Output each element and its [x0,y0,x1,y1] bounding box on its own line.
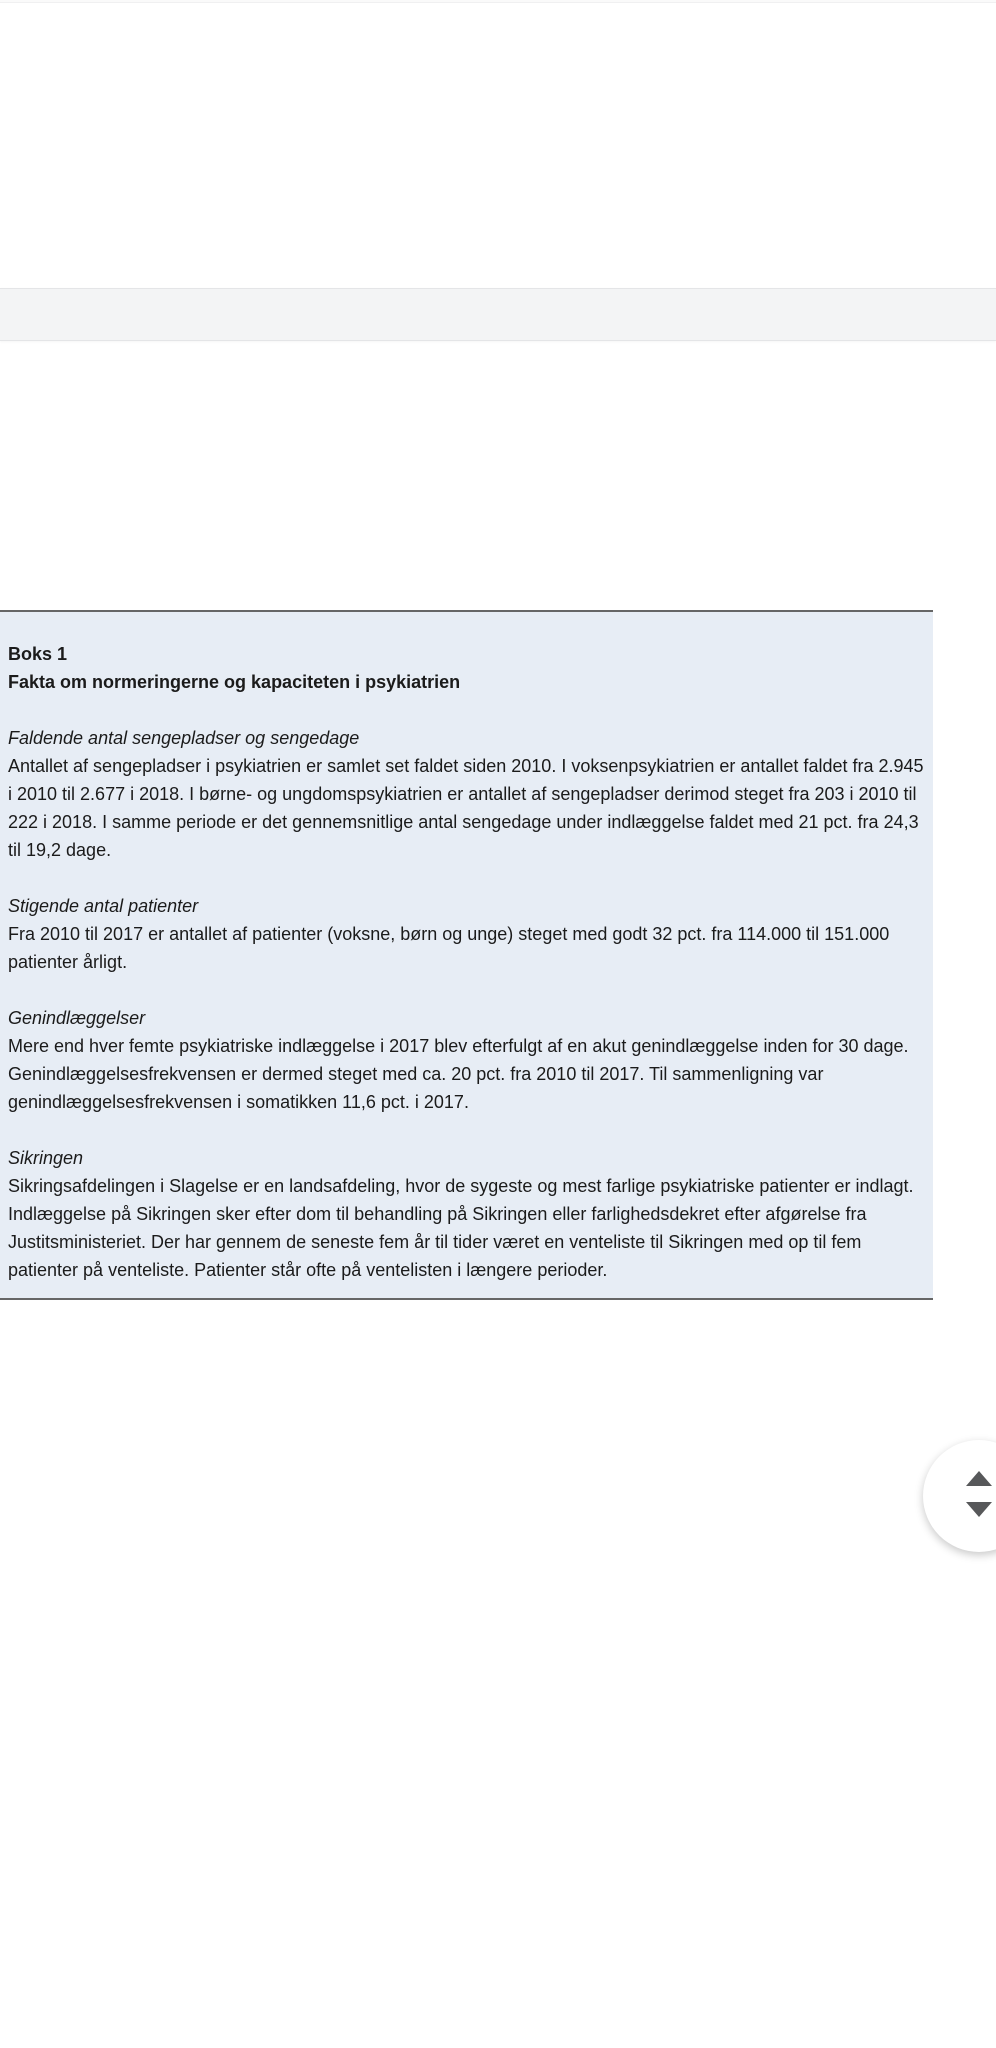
collapsed-header-band [0,288,996,341]
section-heading: Stigende antal patienter [8,896,199,916]
section-body: Mere end hver femte psykiatriske indlæggelse i 2017 blev efterfulgt af en akut genindlæggelse inden for 30 dage. Genindlæggelsesfrekvensen er dermed steget med ca. 20 pct. fra 2010 til 2017. Til sammenligning var genindlæggelsesfrekvensen i somatikken 11,6 pct. i 2017. [8,1036,909,1112]
section-body: Fra 2010 til 2017 er antallet af patienter (voksne, børn og unge) steget med godt 32 pct. fra 114.000 til 151.000 patienter årligt. [8,924,890,972]
scroll-arrows-group [964,1471,994,1517]
fact-box-label: Boks 1 [8,644,68,664]
section-body: Sikringsafdelingen i Slagelse er en landsafdeling, hvor de sygeste og mest farlige psykiatriske patienter er indlagt. Indlæggelse på Sikringen sker efter dom til behandling på Sikringen eller farlighedsdekret efter afgørelse fra Justitsministeriet. Der har gennem de seneste fem år til tider været en venteliste til Sikringen med op til fem patienter på venteliste. Patienter står ofte på ventelisten i længere perioder. [8,1176,914,1280]
section-heading: Sikringen [8,1148,84,1168]
scroll-down-icon[interactable] [966,1502,992,1517]
section-heading: Genindlæggelser [8,1008,146,1028]
fact-box [0,610,933,1300]
section-body: Antallet af sengepladser i psykiatrien er samlet set faldet siden 2010. I voksenpsykiatrien er antallet faldet fra 2.945 i 2010 til 2.677 i 2018. I børne- og ungdomspsykiatrien er antallet af sengepladser derimod steget fra 203 i 2010 til 222 i 2018. I samme periode er det gennemsnitlige antal sengedage under indlæggelse faldet med 21 pct. fra 24,3 til 19,2 dage. [8,756,924,860]
scroll-up-icon[interactable] [966,1471,992,1486]
fact-box-title: Fakta om normeringerne og kapaciteten i psykiatrien [8,672,461,692]
fact-box-section-sengepladser [8,724,925,864]
section-heading: Faldende antal sengepladser og sengedage [8,728,360,748]
fact-box-section-sikringen [8,1144,925,1284]
page-top-divider [0,0,996,3]
scroll-buttons-widget[interactable] [923,1440,996,1552]
fact-box-section-genindlaeggelser [8,1004,925,1116]
fact-box-section-patienter [8,892,925,976]
